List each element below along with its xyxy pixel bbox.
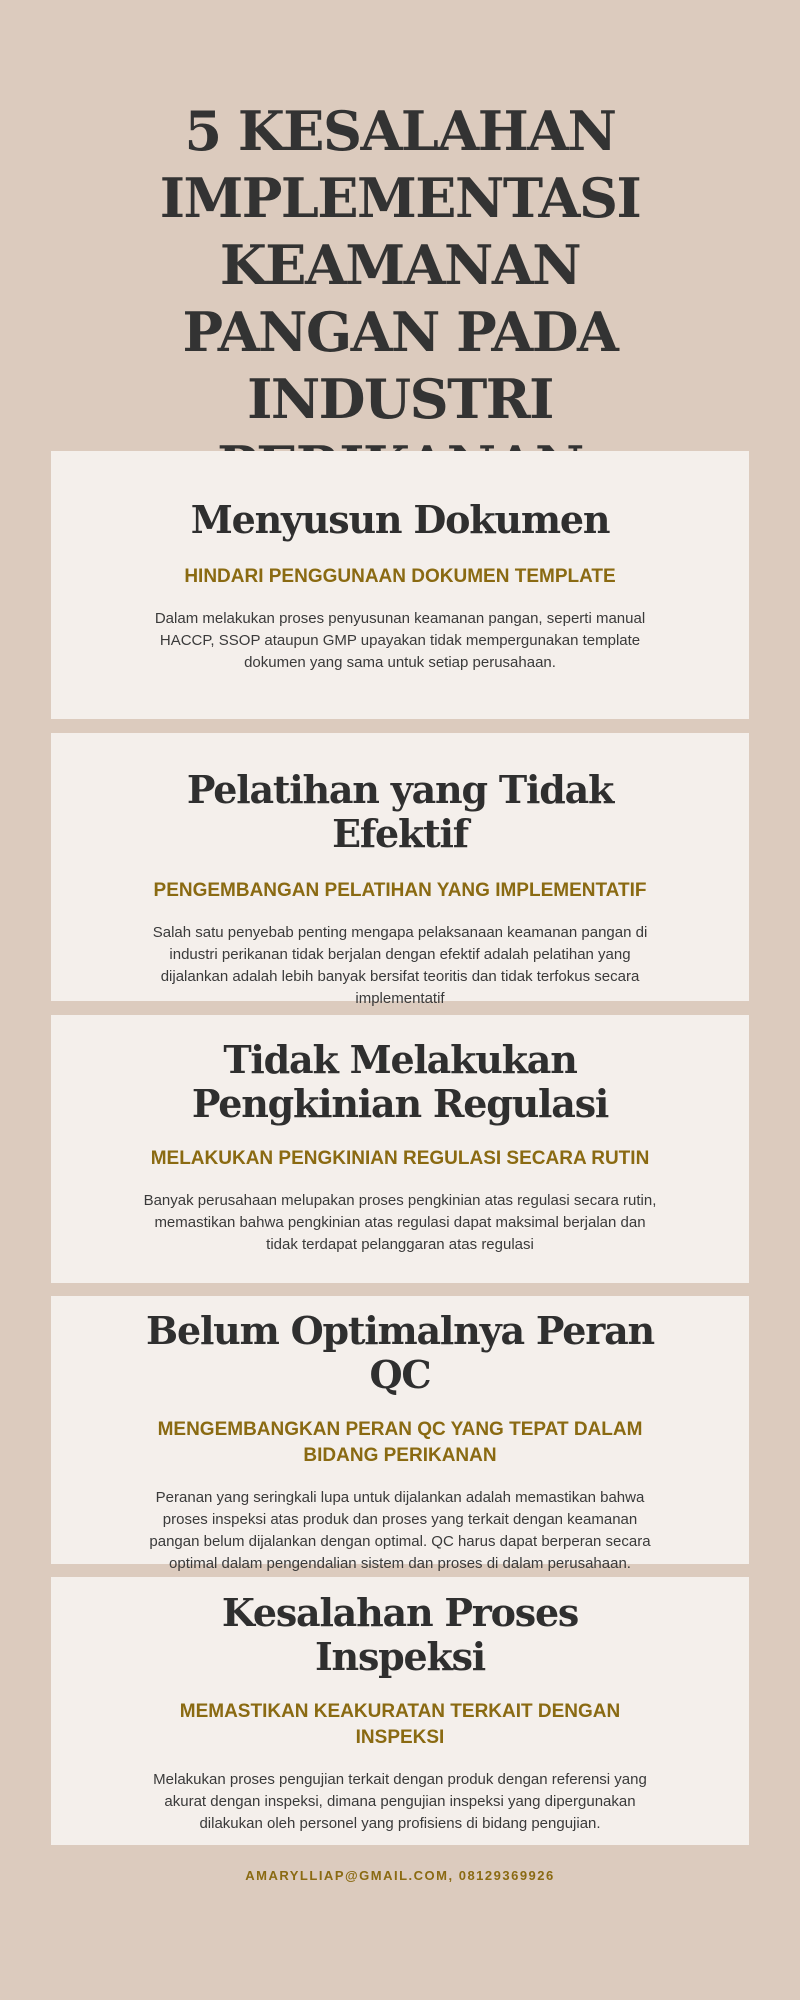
section-subheading: MEMASTIKAN KEAKURATAN TERKAIT DENGAN INSPEKSI	[179, 1701, 621, 1748]
section-heading: Belum Optimalnya Peran QC	[146, 1308, 654, 1397]
section-subheading: MENGEMBANGKAN PERAN QC YANG TEPAT DALAM BIDANG PERIKANAN	[157, 1419, 643, 1466]
page-title: 5 KESALAHAN IMPLEMENTASI KEAMANAN PANGAN PADA INDUSTRI	[159, 99, 641, 431]
section-body: Melakukan proses pengujian terkait dengan produk dengan referensi yang akurat dengan inspeksi, dimana pengujian inspeksi yang dipergunakan dilakukan oleh personel yang profisiens di bidang pengujian.	[153, 1771, 647, 1832]
section-card-peran-qc	[51, 1296, 749, 1572]
section-heading: Kesalahan Proses Inspeksi	[221, 1590, 579, 1679]
section-card-pelatihan	[51, 733, 749, 1007]
section-body: Peranan yang seringkali lupa untuk dijalankan adalah memastikan bahwa proses inspeksi atas produk dan proses yang terkait dengan keamanan pangan belum dijalankan dengan optimal. QC harus dapat berperan secara optimal dalam pengendalian sistem dan proses di dalam perusahaan.	[149, 1489, 651, 1572]
section-card-pengkinian-regulasi	[51, 1015, 749, 1283]
section-subheading: MELAKUKAN PENGKINIAN REGULASI SECARA RUTIN	[150, 1148, 650, 1169]
section-card-proses-inspeksi	[51, 1577, 749, 1845]
section-subheading: PENGEMBANGAN PELATIHAN YANG IMPLEMENTATIF	[153, 880, 647, 901]
section-subheading: HINDARI PENGGUNAAN DOKUMEN TEMPLATE	[184, 566, 616, 587]
section-body: Salah satu penyebab penting mengapa pelaksanaan keamanan pangan di industri perikanan tidak berjalan dengan efektif adalah pelatihan yang dijalankan adalah lebih banyak bersifat teoritis dan tidak terfokus secara implementatif	[152, 924, 648, 1007]
section-card-menyusun-dokumen	[51, 451, 749, 719]
section-heading: Menyusun Dokumen	[190, 497, 610, 542]
section-body: Dalam melakukan proses penyusunan keamanan pangan, seperti manual HACCP, SSOP ataupun GMP upayakan tidak mempergunakan template dokumen yang sama untuk setiap perusahaan.	[154, 610, 646, 671]
section-heading: Pelatihan yang Tidak Efektif	[186, 767, 614, 856]
contact-footer: AMARYLLIAP@GMAIL.COM, 08129369926	[245, 1868, 555, 1883]
section-heading: Tidak Melakukan Pengkinian Regulasi	[191, 1037, 609, 1126]
section-body: Banyak perusahaan melupakan proses pengkinian atas regulasi secara rutin, memastikan bahwa pengkinian atas regulasi dapat maksimal berjalan dan tidak terdapat pelanggaran atas regulasi	[143, 1192, 657, 1253]
